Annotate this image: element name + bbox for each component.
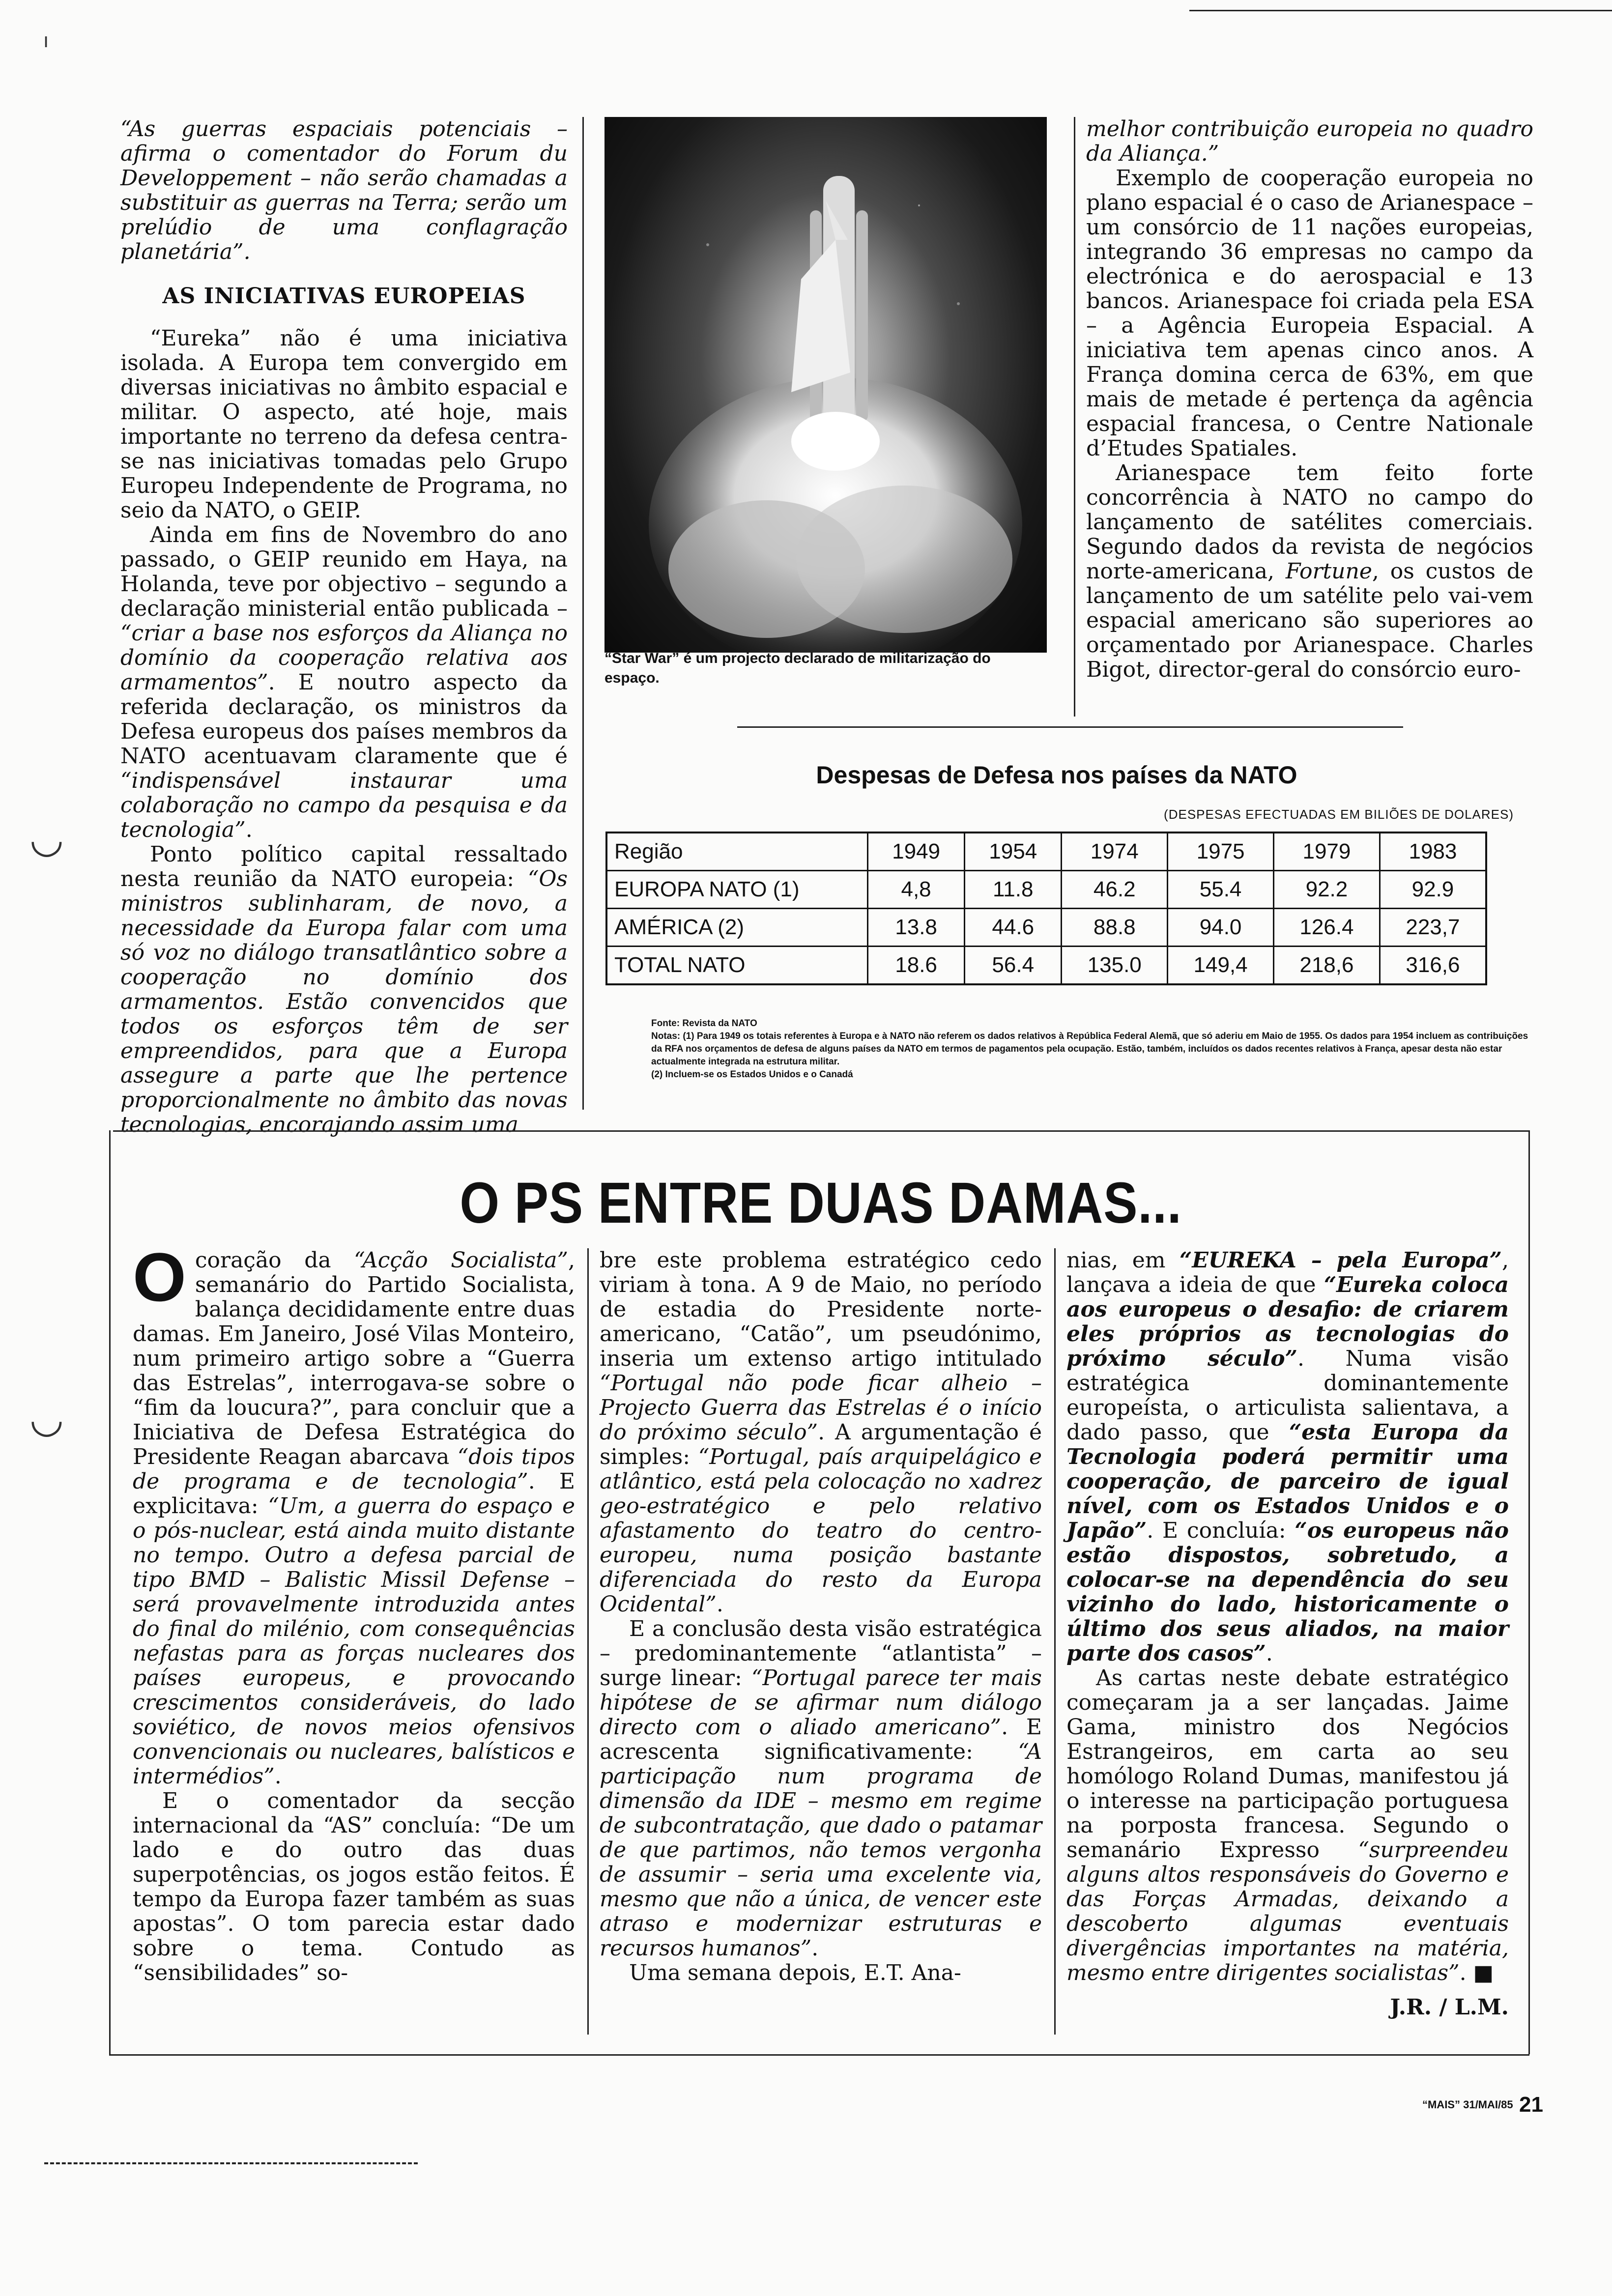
table-row [606,947,1486,985]
table-header-cell: 1975 [1168,832,1274,871]
paragraph [120,523,568,842]
text-run: “esta Europa da Tecnologia poderá permitir uma cooperação, de parceiro de igual nível, com os Estados Unidos e o Japão” [1066,1420,1509,1543]
value-cell: 149,4 [1168,947,1274,985]
text-run: “Os ministros sublinharam, de novo, a necessidade da Europa falar com uma só voz no diálogo transatlântico sobre a cooperação no domínio dos armamentos. Estão convencidos que todos os esforços têm de ser empreendidos, para que a Europa assegure a parte que lhe pertence proporcionalmente no âmbito das novas tecnologias, encorajando assim uma [120,866,568,1137]
paragraph [600,1248,1042,1617]
value-cell: 88.8 [1062,909,1168,947]
table-header-cell: 1954 [965,832,1062,871]
upper-column-1 [120,117,568,1137]
binder-hole-mark: ◡ [29,1396,64,1441]
value-cell: 94.0 [1168,909,1274,947]
value-cell: 55.4 [1168,871,1274,909]
paragraph [120,842,568,1137]
section-subhead: AS INICIATIVAS EUROPEIAS [162,284,526,309]
value-cell: 126.4 [1274,909,1380,947]
top-rule [1189,10,1612,11]
text-run: . [1266,1641,1273,1666]
paragraph [1086,166,1533,461]
region-cell: EUROPA NATO (1) [606,871,868,909]
paragraph [1086,117,1533,166]
text-run: melhor contribuição europeia no quadro da Aliança.” [1086,116,1533,166]
table-header-row [606,832,1486,871]
text-run: coração da [195,1248,354,1273]
text-run: “os europeus não estão dispostos, sobretudo, a colocar-se na dependência do seu vizinho do lado, historicamente o último dos seus aliados, na maior parte dos casos” [1066,1518,1509,1666]
value-cell: 92.2 [1274,871,1380,909]
table-title: Despesas de Defesa nos países da NATO [816,761,1297,789]
table-note: Fonte: Revista da NATO [651,1018,757,1029]
text-run: “criar a base nos esforços da Aliança no domínio da cooperação relativa aos armamentos” [120,621,568,695]
page-footer [1356,2093,1543,2117]
table-header-cell: 1983 [1380,832,1486,871]
text-run: . A argumentação é simples: [600,1420,1042,1469]
value-cell: 218,6 [1274,947,1380,985]
binder-hole-mark: ◡ [29,816,64,861]
paragraph [600,1961,1042,1985]
column-divider [1054,1248,1056,2035]
author-signature: J.R. / L.M. [1390,1995,1509,2020]
paragraph [133,1238,576,1789]
text-run: . [716,1592,723,1617]
text-run: “indispensável instaurar uma colaboração no campo da pesquisa e da tecnologia” [120,768,568,842]
text-run: , os custos de lançamento de um satélite pelo vai-vem espacial americano são superiores ao orçamentado por Arianespace. Charles Bigot, director-geral do consórcio euro- [1086,559,1533,682]
paragraph [1066,1248,1509,1666]
text-run: Fortune [1285,559,1372,584]
region-cell: AMÉRICA (2) [606,909,868,947]
text-run: . [274,1764,282,1789]
table-note: (2) Incluem-se os Estados Unidos e o Canadá [651,1069,853,1080]
article-headline: O PS ENTRE DUAS DAMAS... [460,1171,1182,1235]
frame-bottom [109,2054,1529,2056]
text-run: “Portugal não pode ficar alheio – Projecto Guerra das Estrelas é o início do próximo século” [600,1371,1042,1445]
value-cell: 316,6 [1380,947,1486,985]
text-run: , semanário do Partido Socialista, balança decididamente entre duas damas. Em Janeiro, José Vilas Monteiro, num primeiro artigo sobre a “Guerra das Estrelas”, interrogava-se sobre o “fim da loucura?”, para concluir que a Iniciativa de Defesa Estratégica do Presidente Reagan abarcava [133,1248,575,1469]
table-note: Notas: (1) Para 1949 os totais referentes à Europa e à NATO não referem os dados relativos à República Federal Alemã, que só aderiu em Maio de 1955. Os dados para 1954 incluem as contribuições da RFA nos orçamentos de defesa de alguns países da NATO em termos de pagamentos pela ocupação. Estão, também, incluídos os dados recentes relativos à França, apesar desta não estar actualmente integrada na estrutura militar. [651,1031,1528,1067]
text-run: , lançava a ideia de que [1066,1248,1509,1297]
value-cell: 11.8 [965,871,1062,909]
lower-column-3 [1066,1248,1509,2020]
text-run: . [245,817,253,842]
paragraph [1086,461,1533,682]
table-header-cell: 1974 [1062,832,1168,871]
text-run: nias, em [1066,1248,1180,1273]
text-run: bre este problema estratégico cedo viriam à tona. A 9 de Maio, no período de estadia do Presidente norte-americano, “Catão”, um pseudónimo, inseria um extenso artigo intitulado [600,1248,1042,1371]
paragraph [120,326,568,523]
table-header-cell: 1979 [1274,832,1380,871]
value-cell: 46.2 [1062,871,1168,909]
paragraph [133,1789,575,1985]
text-run: “dois tipos de programa e de tecnologia” [133,1444,576,1494]
text-run: . E explicitava: [133,1469,575,1519]
table-top-rule [737,726,1403,728]
text-run: . E acrescenta significativamente: [600,1715,1042,1764]
bottom-scan-rule [44,2162,418,2164]
text-run: . ■ [1459,1960,1494,1985]
text-run: “Eureka” não é uma iniciativa isolada. A Europa tem convergido em diversas iniciativas no âmbito espacial e militar. O aspecto, até hoje, mais importante no terreno da defesa centra-se nas iniciativas tomadas pelo Grupo Europeu Independente de Programa, no seio da NATO, o GEIP. [120,326,568,523]
value-cell: 4,8 [868,871,965,909]
value-cell: 56.4 [965,947,1062,985]
text-run: . E noutro aspecto da referida declaração, os ministros da Defesa europeus dos países membros da NATO acentuavam claramente que é [120,670,568,769]
text-run: . E concluía: [1147,1518,1295,1543]
table-row [606,909,1486,947]
text-run: “Um, a guerra do espaço e o pós-nuclear, está ainda muito distante no tempo. Outro a defesa parcial de tipo BMD – Balistic Missil Defense – será provavelmente introduzida antes do final do milénio, com consequências nefastas para as forças nucleares dos países europeus, e provocando crescimentos consideráveis, do lado soviético, de novos meios ofensivos convencionais ou nucleares, balísticos e intermédios” [133,1493,576,1789]
text-run: “surpreendeu alguns altos responsáveis do Governo e das Forças Armadas, deixando a descoberto algumas eventuais divergências importantes na matéria, mesmo entre dirigentes socialistas” [1066,1837,1509,1985]
text-run: “EUREKA – pela Europa” [1179,1248,1502,1273]
space-shuttle-photo [604,117,1047,653]
table-row [606,871,1486,909]
article-separator [113,1130,1528,1132]
margin-mark: ı [43,29,49,52]
text-run: . [811,1936,819,1961]
value-cell: 13.8 [868,909,965,947]
text-run: Forum du Developpement [120,141,568,191]
value-cell: 44.6 [965,909,1062,947]
table-header-cell: Região [606,832,868,871]
text-run: Uma semana depois, E.T. Ana- [629,1960,961,1985]
table-header-cell: 1949 [868,832,965,871]
text-run: “Portugal, país arquipelágico e atlântico, está pela colocação no xadrez geo-estratégico e pelo relativo afastamento do teatro do centro-europeu, numa posição bastante diferenciada do resto da Europa Ocidental” [600,1444,1042,1617]
text-run: “Acção Socialista” [354,1248,568,1273]
table-notes [651,1017,1536,1081]
paragraph [600,1617,1042,1961]
text-run: “Eureka coloca aos europeus o desafio: de criarem eles próprios as tecnologias do próximo século” [1066,1272,1509,1371]
text-run: Ainda em fins de Novembro do ano passado, o GEIP reunido em Haya, na Holanda, teve por objectivo – segundo a declaração ministerial então publicada – [120,522,568,621]
paragraph [1066,1666,1509,1985]
text-run: Ponto político capital ressaltado nesta reunião da NATO europeia: [120,842,568,891]
column-divider [582,117,584,1110]
value-cell: 135.0 [1062,947,1168,985]
value-cell: 92.9 [1380,871,1486,909]
defense-spending-table [605,832,1487,985]
drop-cap: O [133,1238,186,1316]
text-run: “Portugal parece ter mais hipótese de se afirmar num diálogo directo com o aliado americano” [600,1665,1042,1740]
text-run: “A participação num programa de dimensão da IDE – mesmo em regime de subcontratação, que dado o patamar de que partimos, não temos vergonha de assumir – seria uma excelente via, mesmo que não a única, de vencer este atraso e modernizar estruturas e recursos humanos” [600,1739,1042,1961]
text-run: Arianespace tem feito forte concorrência à NATO no campo do lançamento de satélites comerciais. Segundo dados da revista de negócios norte-americana, [1086,460,1533,584]
text-run: As cartas neste debate estratégico começaram ja a ser lançadas. Jaime Gama, ministro dos Negócios Estrangeiros, em carta ao seu homólogo Roland Dumas, manifestou já o interesse na participação portuguesa na porposta francesa. Segundo o semanário Expresso [1066,1665,1509,1863]
photo-caption: “Star War” é um projecto declarado de militarização do espaço. [604,650,991,686]
value-cell: 18.6 [868,947,965,985]
publication-label: “MAIS” 31/MAI/85 [1422,2098,1513,2111]
page-number: 21 [1519,2093,1543,2117]
lower-column-1 [133,1238,576,1985]
frame-left [109,1130,111,2054]
text-run: Exemplo de cooperação europeia no plano espacial é o caso de Arianespace – um consórcio de 11 nações europeias, integrando 36 empresas no campo da electrónica e do aerospacial e 13 bancos. Arianespace foi criada pela ESA – a Agência Europeia Espacial. A iniciativa tem apenas cinco anos. A França domina cerca de 63%, em que mais de metade é pertença da agência espacial francesa, o Centre Nationale d’Etudes Spatiales. [1086,166,1533,461]
text-run: – não serão chamadas a substituir as guerras na Terra; serão um prelúdio de uma conflagração planetária”. [120,166,568,264]
lower-column-2 [600,1248,1042,1985]
text-run: “As guerras espaciais potenciais – afirma o comentador do [120,116,568,166]
column-divider [587,1248,589,2035]
text-run: . Numa visão estratégica dominantemente europeísta, o articulista salientava, a dado passo, que [1066,1346,1509,1445]
frame-right [1528,1130,1530,2054]
table-subtitle: (DESPESAS EFECTUADAS EM BILIÕES DE DOLARES) [1164,807,1514,822]
paragraph [120,117,568,264]
text-run: E a conclusão desta visão estratégica – predominantemente “atlantista” – surge linear: [600,1616,1042,1691]
text-run: E o comentador da secção internacional da “AS” concluía: “De um lado e do outro das duas superpotências, os jogos estão feitos. É tempo da Europa fazer também as suas apostas”. O tom parecia estar dado sobre o tema. Contudo as “sensibilidades” so- [133,1788,575,1985]
upper-column-3 [1086,117,1533,682]
value-cell: 223,7 [1380,909,1486,947]
column-divider [1074,117,1075,717]
region-cell: TOTAL NATO [606,947,868,985]
